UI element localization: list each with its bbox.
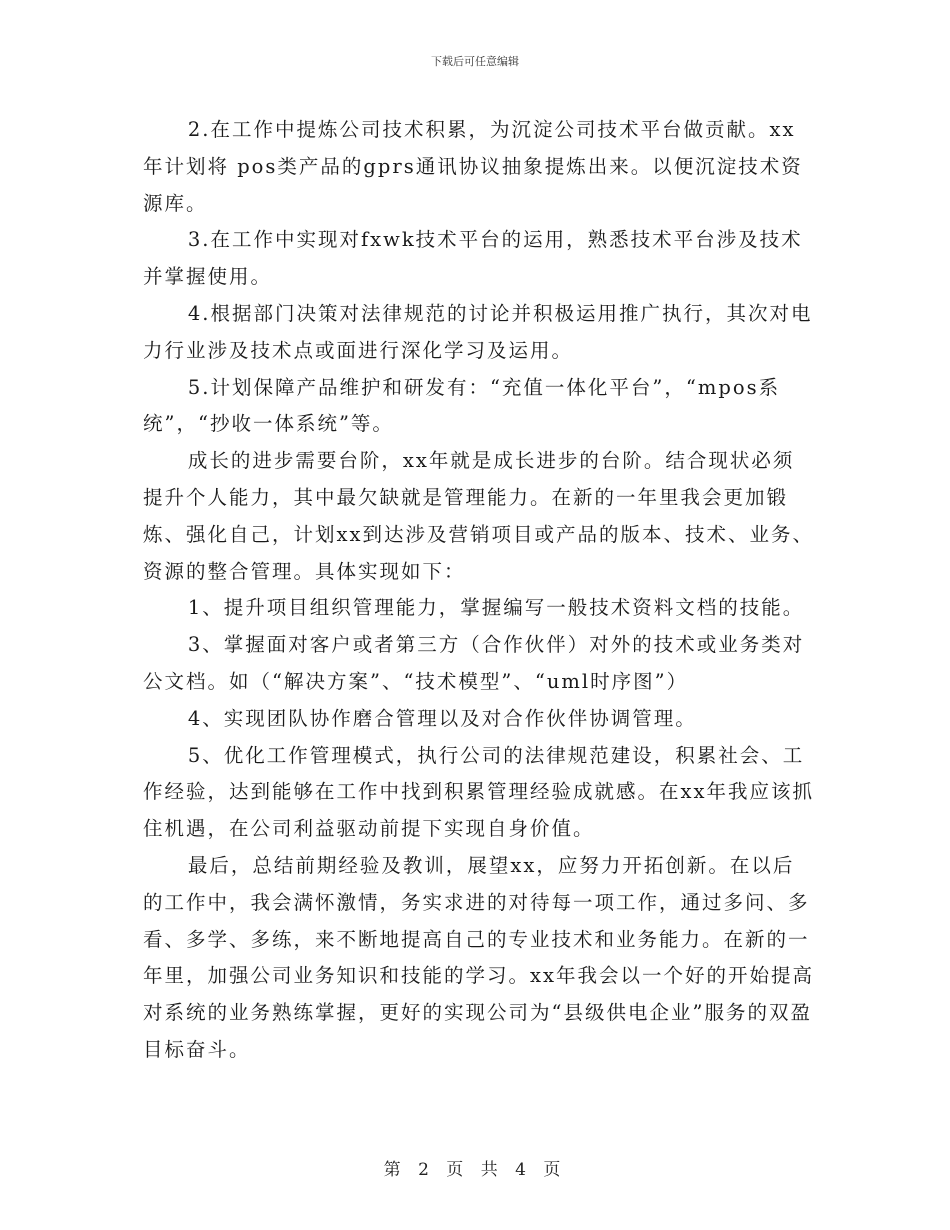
paragraph-plan-5: 5、优化工作管理模式，执行公司的法律规范建设，积累社会、工作经验，达到能够在工作中找到积累管理经验成就感。在xx年我应该抓住机遇，在公司利益驱动前提下实现自身价值。	[143, 743, 814, 841]
paragraph-plan-1: 1、提升项目组织管理能力，掌握编写一般技术资料文档的技能。	[187, 596, 805, 620]
paragraph-growth-intro: 成长的进步需要台阶，xx年就是成长进步的台阶。结合现状必须提升个人能力，其中最欠缺就是管理能力。在新的一年里我会更加锻炼、强化自己，计划xx到达涉及营销项目或产品的版本、技术、业务、资源的整合管理。具体实现如下：	[143, 449, 814, 583]
paragraph-item-5: 5.计划保障产品维护和研发有：“充值一体化平台”，“mpos系统”，“抄收一体系统”等。	[143, 375, 781, 436]
page-header: 下载后可任意编辑	[431, 55, 519, 68]
paragraph-conclusion: 最后，总结前期经验及教训，展望xx，应努力开拓创新。在以后的工作中，我会满怀激情，务实求进的对待每一项工作，通过多问、多看、多学、多练，来不断地提高自己的专业技术和业务能力。在新的一年里，加强公司业务知识和技能的学习。xx年我会以一个好的开始提高对系统的业务熟练掌握，更好的实现公司为“县级供电企业”服务的双盈目标奋斗。	[143, 853, 814, 1061]
paragraph-item-3: 3.在工作中实现对fxwk技术平台的运用，熟悉技术平台涉及技术并掌握使用。	[143, 228, 803, 289]
paragraph-item-4: 4.根据部门决策对法律规范的讨论并积极运用推广执行，其次对电力行业涉及技术点或面进行深化学习及运用。	[143, 301, 813, 362]
page-number: 第 2 页 共 4 页	[383, 1160, 567, 1180]
paragraph-plan-4: 4、实现团队协作磨合管理以及对合作伙伴协调管理。	[187, 706, 697, 730]
document-body	[143, 112, 815, 1069]
paragraph-item-2: 2.在工作中提炼公司技术积累，为沉淀公司技术平台做贡献。xx年计划将 pos类产品的gprs通讯协议抽象提炼出来。以便沉淀技术资源库。	[143, 118, 803, 215]
paragraph-plan-3: 3、掌握面对客户或者第三方（合作伙伴）对外的技术或业务类对公文档。如（“解决方案”、“技术模型”、“uml时序图”）	[143, 633, 805, 693]
